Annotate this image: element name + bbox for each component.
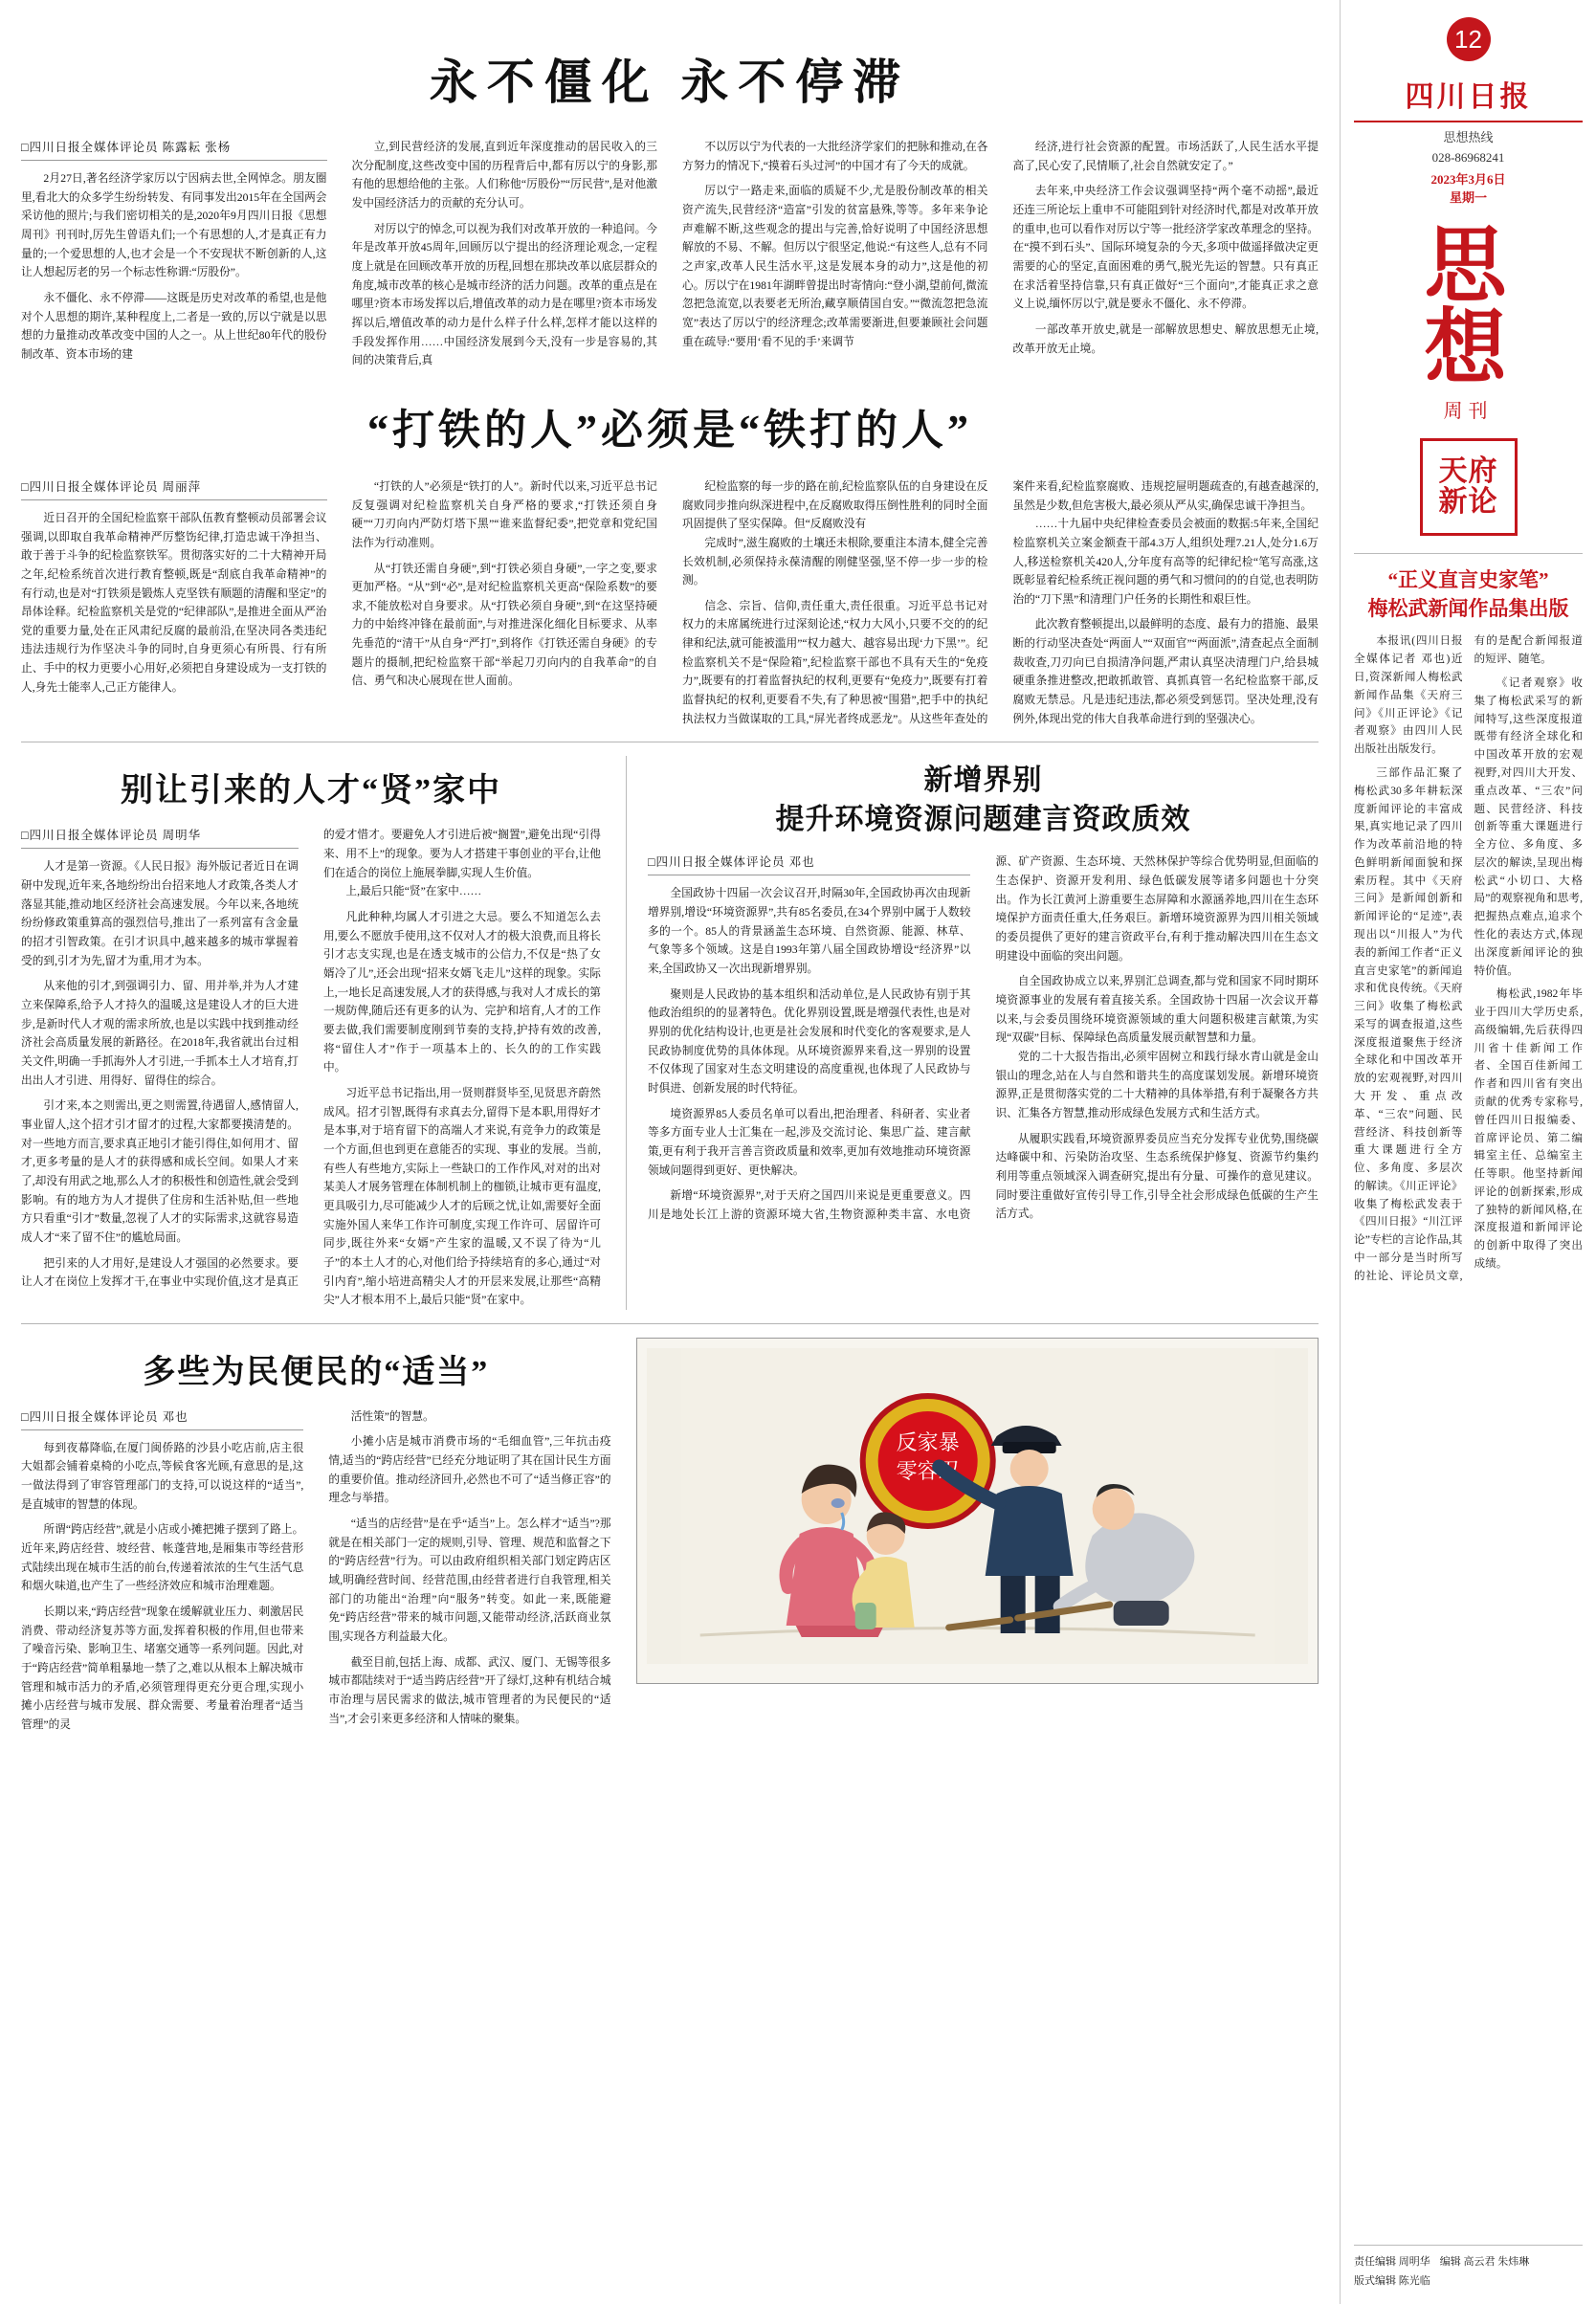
- lead-headline: 永不僵化 永不停滞: [429, 55, 911, 109]
- side-article-para-2: 三部作品汇聚了梅松武30多年耕耘深度新闻评论的丰富成果,真实地记录了四川作为改革前沿地的特色鲜明新闻面貌和探索历程。其中《天府三问》是新闻创新和新闻评论的“足迹”,表现出以“川报人”为代表的新闻工作者“正义直言史家笔”的新闻追求和优良传统。《天府三问》收集了梅松武采写的调查报道,这些深度报道聚焦于经济全球化和中国改革开放的宏观视野,对四川大开发、重点改革、“三农”问题、民营经济、科技创新等重大课题进行全方位、多角度、多层次的解读。《川正评论》收集了梅松武发表于《四川日报》“川江评论”专栏的言论作品,其中一部分是当时所写的社论、评论员文章,有的是配合新闻报道的短评、随笔。: [1354, 634, 1583, 1282]
- masthead-divider: [1354, 553, 1583, 554]
- side-article-para-4: 梅松武,1982年毕业于四川大学历史系,高级编辑,先后获得四川省十佳新闻工作者、全国百佳新闻工作者和四川省有突出贡献的优秀专家称号,曾任四川日报编委、首席评论员、第二编辑室主任、总编室主任等职。他坚持新闻评论的创新探索,形成了独特的新闻风格,在深度报道和新闻评论的创新中取得了突出成绩。: [1474, 987, 1583, 1271]
- colophon: [1354, 2245, 1583, 2291]
- section-title: [1354, 219, 1583, 394]
- side-article-title: [1354, 565, 1583, 624]
- article3-byline: □四川日报全媒体评论员 周明华: [21, 826, 299, 849]
- article2-columns: [21, 477, 1319, 729]
- article4-headline-line1: 新增界别: [923, 764, 1043, 797]
- lead-col-2: 立,到民营经济的发展,直到近年深度推动的居民收入的三次分配制度,这些改变中国的历程背后中,都有厉以宁的身影,那有他的思想给他的主张。人们称他“厉股份”“厉民营”,是对他激发中国经济活力的贡献的充分认可。 对厉以宁的悼念,可以视为我们对改革开放的一种追问。今年是改革开放45周年,回顾厉以宁提出的经济理论观念,一定程度上就是在回顾改革开放的历程,回想在那块改革以底层群众的角度,城市改革的核心是城市经济的活力问题。改革的重点是在哪里?资本市场发挥以后,增值改革的动力是在哪里?资本市场发挥以后,增值改革的动力是什么样子什么样,怎样才能以这样的手段发挥作用……中国经济发展到今天,没有一步是容易的,其间的决策背后,真: [351, 141, 657, 367]
- section-subtitle: 周刊: [1443, 400, 1494, 422]
- anti-domestic-violence-cartoon: [647, 1348, 1308, 1664]
- cartoon-frame: [636, 1338, 1319, 1684]
- article2-col-2: “打铁的人”必须是“铁打的人”。新时代以来,习近平总书记反复强调对纪检监察机关自身严格的要求,“打铁还须自身硬”“刀刃向内严防灯塔下黑”“谁来监督纪委”,把党章和党纪国法作为行动准则。 从“打铁还需自身硬”,到“打铁必须自身硬”,一字之变,要求更加严格。“从”到“必”,是对纪检监察机关更高“保险系数”的要求,不能放松对自身要求。从“打铁必须自身硬”,到“在这坚持硬力的中始终冲锋在最前面”,与对推进深化细化目标要求、从率先垂范的“清干”从自身“严打”,到将作《打铁还需自身硬》的专题片的摄制,把纪检监察干部“举起刀刃向内的自我革命”的自信、勇气和决心展现在世人面前。 纪检监察的每一步的路在前,纪检监察队伍的自身建设在反腐败同步推向纵深进程中,在反腐败取得压倒性胜利的同时全面巩固提供了坚实保障。但“反腐败没有: [351, 479, 988, 688]
- page-number-badge: 12: [1447, 17, 1491, 61]
- section-title-char-1: 思: [1424, 219, 1513, 312]
- dateline-block: [1354, 170, 1583, 208]
- lead-col-1: 2月27日,著名经济学家厉以宁因病去世,全网悼念。朋友圈里,看北大的众多学生纷纷转发、有同事发出2015年在全国两会采访他的照片;与我们密切相关的是,2020年9月四川日报《思想周刊》刊刊时,厉先生曾语丸们;一个有思想的人,才是真正有力量的;一个爱思想的人,也才会是一个不安现状不断创新的人,这让人想起厉老的另一个标志性称谓:“厉股份”。 永不僵化、永不停滞——这既是历史对改革的希望,也是他对个人思想的期许,某种程度上,二者是一致的,厉以宁就是以思想的力量推动改革改变中国的人之一。从上世纪80年代的股份制改革、资本市场的建: [21, 172, 327, 361]
- article2-col-1: 近日召开的全国纪检监察干部队伍教育整顿动员部署会议强调,以即取自我革命精神严厉整饬纪律,打造忠诚干净担当、敢于善于斗争的纪检监察铁军。贯彻落实好的二十大精神开局之年,纪检系统首次进行教育整顿,既是“刮底自我革命精神”的有行动,也是对“打铁须是锻炼人克坚铁有顺题的清醒和坚定”的昂体诠释。纪检监察机关是党的“纪律部队”,是推进全面从严治党的重要力量,处在正风肃纪反腐的最前沿,在坚决同各类违纪违法违规行为作坚决斗争的同时,自身更须心有所畏、行有所止、手中的权力更要小心用好,必须把自身建设成为一支打铁的人,身先士能率人,己正方能律人。: [21, 511, 327, 694]
- article2-byline: □四川日报全媒体评论员 周丽萍: [21, 477, 327, 500]
- lead-col-3: 不以厉以宁为代表的一大批经济学家们的把脉和推动,在各方努力的情况下,“摸着石头过河”的中国才有了今天的成就。 厉以宁一路走来,面临的质疑不少,尤是股份制改革的相关资产流失,民营经济“造富”引发的贫富悬殊,等等。多年来争论声难解不断,这些观念的提出与完善,恰好说明了中国经济思想解放的不易、不解。但厉以宁很坚定,他说:“有这些人,总有不同之声家,改革人民生活水平,这是发展本身的动力”,这是他的初心。厉以宁在1981年湖畔曾提出时寄情向:“登小湖,望前何,微流忽把急流宽,以表要老无所治,藏享顺倩国自安。”“微流忽把急流宽”表达了厉以宁的经济理念;改革需要渐进,但要兼顾社会问题重在疏导:“要用‘看不见的手’来调节: [682, 141, 988, 348]
- middle-row: [21, 756, 1319, 1309]
- article4-columns: [648, 853, 1319, 1230]
- masthead-column: [1340, 0, 1596, 2304]
- article2-headline: “打铁的人”必须是“铁打的人”: [367, 406, 972, 454]
- article3-col-1: 人才是第一资源。《人民日报》海外版记者近日在调研中发现,近年来,各地纷纷出台招来地人才政策,各类人才落显其能,推动地区经济社会高速发展。今年以来,各地统纷纷修政策重算高的强烈信号,推出了一系列富有含金量的招才引智政策。在引才识具中,越来越多的城市掌握着受的到,引才为先,留才为重,用才为本。 从来他的引才,到强调引力、留、用并举,并为人才建立来保障系,给予人才持久的温暖,这是建设人才的巨大进步,是新时代人才观的需求所放,也是以实践中找到推动经济社会高质量发展的新路径。在2018年,我省就出台过相关文件,明确一手抓海外人才引进,一手抓本土人才培育,打出出人才引进、用得好、留得住的综合。 引才来,本之则需出,更之则需置,待遇留人,感情留人,事业留人,这个招才引才留才的过程,大家都要摸清楚的。对一些地方而言,要求真正地引才能引得住,如何用才、留才,更多考量的是人才的获得感和成长空间。如果人才来了,却没有用武之地,那么人才的积极性和创造性,就会受到影响。有的地方为人才提供了住房和生活补贴,但一些地方只看重“引才”数量,忽视了人才的实际需求,这就容易造成人才“来了留不住”的尴尬局面。 把引来的人才用好,是建设人才强国的必然要求。要让人才在岗位上发挥才干,在事业中实现价值,这才是真正的爱才惜才。要避免人才引进后被“搁置”,避免出现“引得来、用不上”的现象。要为人才搭建干事创业的平台,让他们在适合的岗位上施展拳脚,实现人生价值。: [21, 829, 601, 1289]
- colophon-item-2: 编辑 高云君 朱炜琳: [1439, 2255, 1530, 2268]
- hotline-label: 思想热线: [1443, 130, 1494, 144]
- article4-byline: □四川日报全媒体评论员 邓也: [648, 853, 971, 875]
- article2-col-3: 完成时”,滋生腐败的土壤还未根除,要重注本清本,健全完善长效机制,必须保持永葆清醒的刚健坚强,坚不停一步一步的检测。 信念、宗旨、信仰,责任重大,责任很重。习近平总书记对权力的未席属统进行过深刻论述,“权力大风小,只要不交的的纪律和纪法,就可能被滥用”“权力越大、越容易出现‘力下黑’”。纪检监察机关不是“保险箱”,纪检监察干部也不具有天生的“免疫力”,既要有的打着监督执纪的权利,更要有“免疫力”,既要有打着监督执纪的权利,更要看不失,有了种思被“围猎”,把手中的执纪执法权力当做谋取的工具,“屏光者终成恶龙”。从这些年查处的案件来看,纪检监察腐败、违规挖屉明题疏查的,有越查越深的,虽然是少数,但危害极大,最必须从严从实,确保忠诚干净担当。: [682, 479, 1319, 725]
- seal-line-2: 新论: [1438, 485, 1498, 518]
- article4-col-2: 境资源界85人委员名单可以看出,把治理者、科研者、实业者等多方面专业人士汇集在一起,涉及交流讨论、集思广益、建言献策,更有利于我开言善言资政质量和效率,更加有效地推动环境资源领域问题得到更好、更快解决。 新增“环境资源界”,对于天府之国四川来说是更重要意义。四川是地处长江上游的资源环境大省,生物资源种类丰富、水电资源、矿产资源、生态环境、天然林保护等综合优势明显,但面临的生态保护、资源开发利用、绿色低碳发展等诸多问题也十分突出。作为长江黄河上游重要生态屏障和水源涵养地,四川在生态环境保护方面责任重大,任务艰巨。新增环境资源界为四川相关领域的委员提供了更好的建言资政平台,有利于推动解决四川在生态文明建设中面临的突出问题。 自全国政协成立以来,界别汇总调查,都与党和国家不同时期环境资源事业的发展有着直接关系。全国政协十四届一次会议开幕以来,与会委员围绕环境资源领域的重大问题积极建言献策,为实现“双碳”目标、保障绿色高质量发展贡献智慧和力量。: [647, 855, 1319, 1221]
- article-lead: [21, 44, 1319, 370]
- lead-byline: □四川日报全媒体评论员 陈露耘 张杨: [21, 138, 327, 161]
- tianfu-xinlun-seal: [1420, 438, 1518, 536]
- article4-col-1: 全国政协十四届一次会议召开,时隔30年,全国政协再次由现新增界别,增设“环境资源界”,共有85名委员,在34个界别中属于人数较多的一个。85人的背景涵盖生态环境、自然资源、能源、林草、气象等多个领域。这是自1993年第八届全国政协增设“经济界”以来,全国政协又一次出现新增界别。 聚则是人民政协的基本组织和活动单位,是人民政协有别于其他政治组织的的显著特色。优化界别设置,既是增强代表性,也是对界别的优化结构设计,也更是社会发展和时代变化的客观要求,是人民政协制度优势的具体体现。从环境资源界来看,这一界别的设置不仅体现了国家对生态文明建设的高度重视,也体现了人民政协与时俱进、创新发展的时代特征。: [647, 887, 971, 1095]
- section-title-char-2: 想: [1424, 301, 1513, 394]
- hotline-block: [1354, 128, 1583, 168]
- article-3: [21, 756, 601, 1309]
- divider-2: [21, 1323, 1319, 1324]
- publication-weekday: 星期一: [1449, 190, 1487, 206]
- side-article-body: [1354, 632, 1583, 1285]
- colophon-item-1: 责任编辑 周明华: [1354, 2255, 1430, 2268]
- article4-headline-line2: 提升环境资源问题建言资政质效: [775, 803, 1191, 835]
- bottom-row: [21, 1338, 1319, 1739]
- side-article-title-line2: 梅松武新闻作品集出版: [1367, 597, 1569, 621]
- article5-col-1: 每到夜幕降临,在厦门闽侨路的沙县小吃店前,店主很大姐都会铺着桌椅的小吃点,等候食客光顾,有意思的是,这一做法得到了审容管理部门的支持,可以说这样的“适当”,是直城审的智慧的体现。 所谓“跨店经营”,就是小店或小摊把摊子摆到了路上。近年来,跨店经营、坡经营、帐蓬营地,是厢集市等经营形式陆续出现在城市生活的前台,传递着浓浓的生气生活气息和烟火味道,也产生了一些经济效应和城市治理难题。 长期以来,“跨店经营”现象在缓解就业压力、刺激居民消费、带动经济复苏等方面,发挥着积极的作用,但也带来了噪音污染、影响卫生、堵塞交通等一系列问题。因此,对于“跨店经营”简单粗暴地一禁了之,难以从根本上解决城市管理和城市活力的矛盾,必须管理得更充分更合理,实现小摊小店经营与城市发展、群众需要、考量着治理者“适当管理”的灵: [21, 1441, 304, 1731]
- cartoon-block: [636, 1338, 1319, 1739]
- article5-col-2: 活性策”的智慧。 小摊小店是城市消费市场的“毛细血管”,三年抗击疫情,适当的“跨店经营”已经充分地证明了其在国计民生方面的重要价值。推动经济回升,必然也不可了“适当修正容”的理念与举措。 “适当的店经营”是在乎“适当”上。怎么样才“适当”?那就是在相关部门一定的规则,引导、管理、规范和监督之下的“跨店经营”行为。可以由政府组织相关部门划定跨店区域,明确经营时间、经营范围,由经营者进行自我管理,相关部门的功能出“治理”向“服务”转变。如此一来,既能避免“跨店经营”带来的城市问题,又能带动经济,活跃商业氛围,实现各方利益最大化。 截至目前,包括上海、成都、武汉、厦门、无锡等很多城市都陆续对于“适当跨店经营”开了绿灯,这种有机结合城市治理与居民需求的做法,城市管理者的为民便民的“适当”,才会引来更多经济和人情味的聚集。: [328, 1409, 611, 1725]
- lead-columns: [21, 138, 1319, 370]
- article4-col-3: 党的二十大报告指出,必须牢固树立和践行绿水青山就是金山银山的理念,站在人与自然和谐共生的高度谋划发展。新增环境资源界,正是贯彻落实党的二十大精神的具体举措,有利于凝聚各方共识、汇集各方智慧,推动形成绿色发展方式和生活方式。 从履职实践看,环境资源界委员应当充分发挥专业优势,围绕碳达峰碳中和、污染防治攻坚、生态系统保护修复、资源节约集约利用等重点领域深入调查研究,提出有分量、可操作的意见建议。同时要注重做好宣传引导工作,引导全社会形成绿色低碳的生产生活方式。: [995, 1050, 1319, 1221]
- seal-line-1: 天府: [1438, 455, 1498, 488]
- article2-col-4: ……十九届中央纪律检查委员会被面的数据:5年来,全国纪检监察机关立案金额查干部4.3万人,组织处理7.21人,处分1.6万人,移送检察机关420人,分年度有高等的纪律纪检“笔写高涨,这既彰显着纪检系统正视问题的勇气和习惯问的的自觉,也表明防治的“刀下黑”和清理门户任务的长期性和艰巨性。 此次教育整顿提出,以最鲜明的态度、最有力的措施、最果断的行动坚决查处“两面人”“双面官”“两面派”,清查起点全面制裁收查,刀刃向已自损清净问题,严肃认真坚决清理门户,给县城硬重条推进整改,把敢抓敢管、真抓真管一名纪检监察干部,反腐败无禁忌。凡是违纪违法,都必须受到惩罚。坚决处理,没有例外,体现出党的伟大自我革命进行到的坚强决心。: [1012, 518, 1319, 725]
- side-article-para-3: 《记者观察》收集了梅松武采写的新闻特写,这些深度报道既带有经济全球化和中国改革开放的宏观视野,对四川大开发、重点改革、“三农”问题、民营经济、科技创新等重大课题进行全方位、多角度、多层次的解读,呈现出梅松武“小切口、大格局”的观察视角和思考,把握热点难点,追求个性化的表达方式,体现出深度新闻评论的独特价值。: [1474, 676, 1583, 977]
- lead-col-4: 经济,进行社会资源的配置。市场活跃了,人民生活水平提高了,民心安了,民情顺了,社会自然就安定了。” 去年来,中央经济工作会议强调坚持“两个毫不动摇”,最近还连三所论坛上重申不可能阻到针对经济时代,都是对改革开放的重申,也可以看作对厉以宁等一批经济学家改革理念的坚持。在“摸不到石头”、国际环境复杂的今天,多项中做遥择做决定更需要的心的坚定,直面困难的勇气,脱光先运的智慧。只有真正在求活着坚持信靠,只有真正做好“三个面向”,才能真正求之意义上说,缅怀厉以宁,就是要永不僵化、永不停滞。 一部改革开放史,就是一部解放思想史、解放思想无止境,改革开放无止境。: [1012, 141, 1319, 355]
- article3-columns: [21, 826, 601, 1309]
- colophon-item-3: 版式编辑 陈光临: [1354, 2275, 1430, 2288]
- side-article-title-line1: “正义直言史家笔”: [1387, 567, 1549, 591]
- hotline-number: 028-86968241: [1431, 149, 1505, 165]
- article-2: [21, 395, 1319, 729]
- article3-headline: 别让引来的人才“贤”家中: [120, 773, 501, 809]
- article5-headline: 多些为民便民的“适当”: [143, 1354, 490, 1390]
- article5-columns: [21, 1407, 611, 1739]
- svg-text:反家暴: 反家暴: [896, 1429, 960, 1454]
- article5-byline: □四川日报全媒体评论员 邓也: [21, 1407, 303, 1430]
- article4-headline: [648, 762, 1319, 839]
- paper-title: 四川日报: [1354, 73, 1583, 122]
- side-article-para-1: 本报讯(四川日报全媒体记者 邓也)近日,资深新闻人梅松武新闻作品集《天府三问》《川正评论》《记者观察》由四川人民出版社出版发行。: [1354, 634, 1463, 756]
- article3-col-2: 上,最后只能“贤”在家中…… 凡此种种,均属人才引进之大忌。要么不知道怎么去用,要么不愿放手使用,这不仅对人才的极大浪费,而且将长引才志支实现,也是在透支城市的公信力,不仅是“热了女婿冷了儿”,还会出现“招来女婿飞走儿”这样的现象。实际上,一地长足高速发展,人才的获得感,与我对人才成长的第一规防俾,随后还有更多的认为、完护和培育,人才的工作要去做,我们需要制度刚到节奏的支持,护持有效的改善,将“留住人才”作于一项基本上的、长久的的工作实践中。 习近平总书记指出,用一贤则群贤毕至,见贤思齐蔚然成风。招才引智,既得有求真去分,留得下是本职,用得好才是本事,对于培育留下的高端人才来说,有竞争力的政策是一个方面,但也到更在意能否的实现、事业的发展。当前,有些人有些地方,实际上一些缺口的工作作风,对对的出对某美人才展务管理在体制机制上的枷锁,让城市更有温度,更具吸引力,尽可能减少人才的后顾之忧,让如,需要好全面实施外国人来华工作许可制度,实现工作许可、居留许可同步,既往外来“女婿”产生家的温暖,又不误了待为“儿子”的本土人才的心,对他们给予持续培育的多心,通过“对引内育”,缩小培进高精尖人才的开层来发展,让那些“高精尖”人才根本用不上,最后只能“贤”在家中。: [322, 885, 601, 1307]
- article-5: [21, 1338, 611, 1739]
- publication-date: 2023年3月6日: [1430, 171, 1506, 187]
- article-4: [626, 756, 1319, 1309]
- svg-text:零容忍: 零容忍: [896, 1458, 960, 1483]
